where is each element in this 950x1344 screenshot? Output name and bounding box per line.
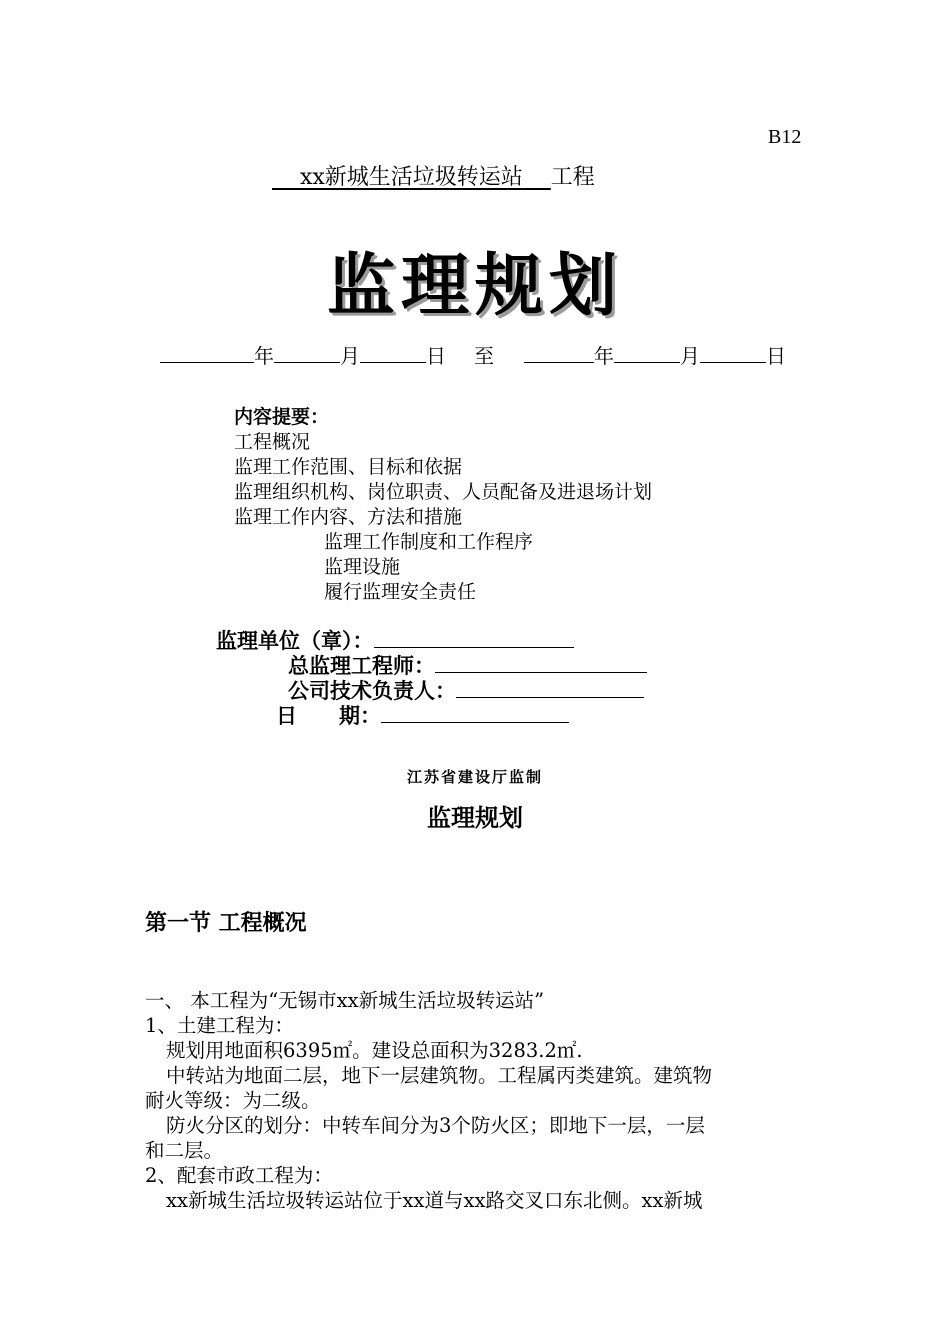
to-label: 至 <box>474 344 494 368</box>
contents-item: 监理工作内容、方法和措施 <box>234 506 463 528</box>
contents-subitem: 履行监理安全责任 <box>324 581 477 603</box>
signature-chief-label: 总监理工程师： <box>288 654 435 678</box>
signature-date-line <box>381 702 569 723</box>
date-range-row <box>160 340 786 369</box>
year-blank-end <box>524 342 594 363</box>
body-paragraph: 耐火等级：为二级。 <box>145 1089 321 1112</box>
signature-date-label: 日 期： <box>276 704 381 728</box>
document-code: B12 <box>768 126 802 148</box>
contents-subitem: 监理设施 <box>324 556 401 578</box>
body-paragraph: 规划用地面积6395㎡。建设总面积为3283.2㎡. <box>166 1039 583 1062</box>
signature-date <box>276 700 569 730</box>
signature-tech-line <box>456 677 644 698</box>
signature-chief-line <box>435 652 647 673</box>
body-paragraph: 中转站为地面二层，地下一层建筑物。工程属丙类建筑。建筑物 <box>166 1064 713 1087</box>
day-blank-end <box>700 342 766 363</box>
month-label-end: 月 <box>680 344 700 368</box>
signature-tech-label: 公司技术负责人： <box>288 679 456 703</box>
body-paragraph: 1、土建工程为： <box>145 1014 294 1037</box>
signature-unit-line <box>374 627 574 648</box>
body-paragraph: xx新城生活垃圾转运站位于xx道与xx路交叉口东北侧。xx新城 <box>166 1189 703 1212</box>
signature-unit-label: 监理单位（章）： <box>216 629 374 653</box>
contents-item: 监理组织机构、岗位职责、人员配备及进退场计划 <box>234 481 653 503</box>
body-paragraph: 2、配套市政工程为： <box>145 1164 333 1187</box>
day-label: 日 <box>426 344 446 368</box>
month-label: 月 <box>340 344 360 368</box>
contents-heading: 内容提要： <box>234 406 330 428</box>
year-label-end: 年 <box>594 344 614 368</box>
issuing-agency: 江苏省建设厅监制 <box>406 768 543 786</box>
contents-item: 工程概况 <box>234 431 311 453</box>
body-paragraph: 和二层。 <box>145 1139 224 1162</box>
year-label: 年 <box>254 344 274 368</box>
project-suffix: 工程 <box>550 165 595 190</box>
day-blank-start <box>360 342 426 363</box>
body-paragraph: 防火分区的划分：中转车间分为3个防火区；即地下一层，一层 <box>166 1114 705 1137</box>
body-paragraph: 一、 本工程为“无锡市xx新城生活垃圾转运站” <box>145 989 545 1012</box>
contents-item: 监理工作范围、目标和依据 <box>234 456 463 478</box>
month-blank-start <box>274 342 340 363</box>
main-title: 监理规划 <box>326 247 623 326</box>
section-heading: 第一节 工程概况 <box>145 911 307 936</box>
contents-subitem: 监理工作制度和工作程序 <box>324 531 534 553</box>
project-name: xx新城生活垃圾转运站 <box>299 165 523 190</box>
month-blank-end <box>614 342 680 363</box>
day-label-end: 日 <box>766 344 786 368</box>
year-blank-start <box>160 342 254 363</box>
document-subtitle: 监理规划 <box>427 804 523 832</box>
project-title <box>272 160 595 191</box>
